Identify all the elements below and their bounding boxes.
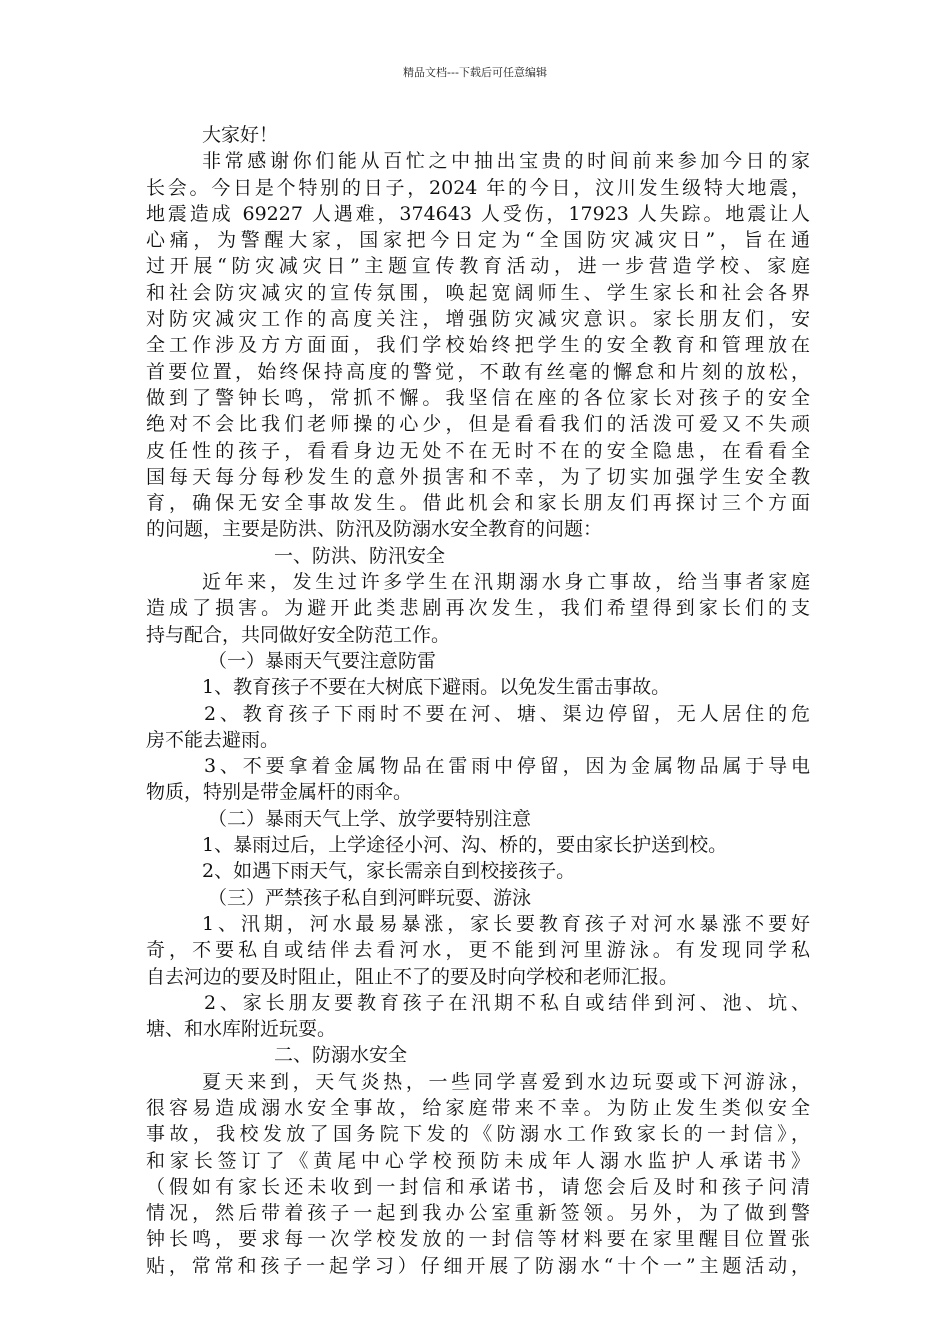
text-line: 贴，常常和孩子一起学习）仔细开展了防溺水“十个一”主题活动， (146, 1254, 810, 1277)
text-line: 房不能去避雨。 (146, 728, 280, 751)
text-line: （三）严禁孩子私自到河畔玩耍、游泳 (208, 886, 532, 909)
text-line: 夏天来到，天气炎热，一些同学喜爱到水边玩耍或下河游泳， (202, 1070, 810, 1093)
text-line: 地震造成 69227 人遇难，374643 人受伤，17923 人失踪。地震让人 (146, 202, 810, 225)
document-body (146, 122, 810, 1279)
text-line: 事故，我校发放了国务院下发的《防溺水工作致家长的一封信》， (146, 1123, 810, 1146)
text-line: 二、防溺水安全 (274, 1044, 408, 1067)
text-line: （一）暴雨天气要注意防雷 (208, 649, 437, 672)
text-line: 2、教育孩子下雨时不要在河、塘、渠边停留，无人居住的危 (204, 702, 810, 725)
text-line: 绝对不会比我们老师操的心少，但是看看我们的活泼可爱又不失顽 (146, 413, 810, 436)
text-line: （假如有家长还未收到一封信和承诺书，请您会后及时和孩子问清 (146, 1175, 810, 1198)
text-line: 心痛，为警醒大家，国家把今日定为“全国防灾减灾日”，旨在通 (146, 229, 810, 252)
text-line: 过开展“防灾减灾日”主题宣传教育活动，进一步营造学校、家庭 (146, 255, 810, 278)
text-line: 长会。今日是个特别的日子，2024 年的今日，汶川发生级特大地震， (146, 176, 810, 199)
text-line: 大家好！ (202, 124, 279, 146)
text-line: 对防灾减灾工作的高度关注，增强防灾减灾意识。家长朋友们，安 (146, 308, 810, 331)
text-line: 皮任性的孩子，看看身边无处不在无时不在的安全隐患，在看看全 (146, 439, 810, 462)
text-line: 钟长鸣，要求每一次学校发放的一封信等材料要在家里醒目位置张 (146, 1228, 810, 1251)
text-line: 的问题，主要是防洪、防汛及防溺水安全教育的问题： (146, 518, 603, 541)
text-line: 情况，然后带着孩子一起到我办公室重新签领。另外，为了做到警 (146, 1202, 810, 1225)
text-line: 奇，不要私自或结伴去看河水，更不能到河里游泳。有发现同学私 (146, 939, 810, 962)
text-line: 和家长签订了《黄尾中心学校预防未成年人溺水监护人承诺书》 (146, 1149, 810, 1172)
text-line: 育，确保无安全事故发生。借此机会和家长朋友们再探讨三个方面 (146, 492, 810, 515)
text-line: 很容易造成溺水安全事故，给家庭带来不幸。为防止发生类似安全 (146, 1096, 810, 1119)
text-line: 塘、和水库附近玩耍。 (146, 1018, 337, 1041)
text-line: （二）暴雨天气上学、放学要特别注意 (208, 807, 532, 830)
text-line: 国每天每分每秒发生的意外损害和不幸，为了切实加强学生安全教 (146, 465, 810, 488)
text-line: 非常感谢你们能从百忙之中抽出宝贵的时间前来参加今日的家 (202, 150, 810, 173)
text-line: 自去河边的要及时阻止，阻止不了的要及时向学校和老师汇报。 (146, 965, 679, 988)
text-line: 做到了警钟长鸣，常抓不懈。我坚信在座的各位家长对孩子的安全 (146, 386, 810, 409)
text-line: 物质，特别是带金属杆的雨伞。 (146, 781, 413, 804)
text-line: 近年来，发生过许多学生在汛期溺水身亡事故，给当事者家庭 (202, 571, 810, 594)
text-line: 造成了损害。为避开此类悲剧再次发生，我们希望得到家长们的支 (146, 597, 810, 620)
text-line: 持与配合，共同做好安全防范工作。 (146, 623, 451, 646)
text-line: 2、家长朋友要教育孩子在汛期不私自或结伴到河、池、坑、 (204, 991, 810, 1014)
page-header: 精品文档---下载后可任意编辑 (403, 66, 547, 79)
text-line: 2、如遇下雨天气，家长需亲自到校接孩子。 (202, 860, 576, 883)
text-line: 3、不要拿着金属物品在雷雨中停留，因为金属物品属于导电 (204, 755, 810, 778)
text-line: 1、暴雨过后，上学途径小河、沟、桥的，要由家长护送到校。 (202, 834, 728, 857)
text-line: 一、防洪、防汛安全 (274, 544, 446, 567)
text-line: 和社会防灾减灾的宣传氛围，唤起宽阔师生、学生家长和社会各界 (146, 281, 810, 304)
text-line: 首要位置，始终保持高度的警觉，不敢有丝毫的懈怠和片刻的放松， (146, 360, 810, 383)
text-line: 1、汛期，河水最易暴涨，家长要教育孩子对河水暴涨不要好 (202, 912, 810, 935)
text-line: 1、教育孩子不要在大树底下避雨。以免发生雷击事故。 (202, 676, 671, 699)
text-line: 全工作涉及方方面面，我们学校始终把学生的安全教育和管理放在 (146, 334, 810, 357)
